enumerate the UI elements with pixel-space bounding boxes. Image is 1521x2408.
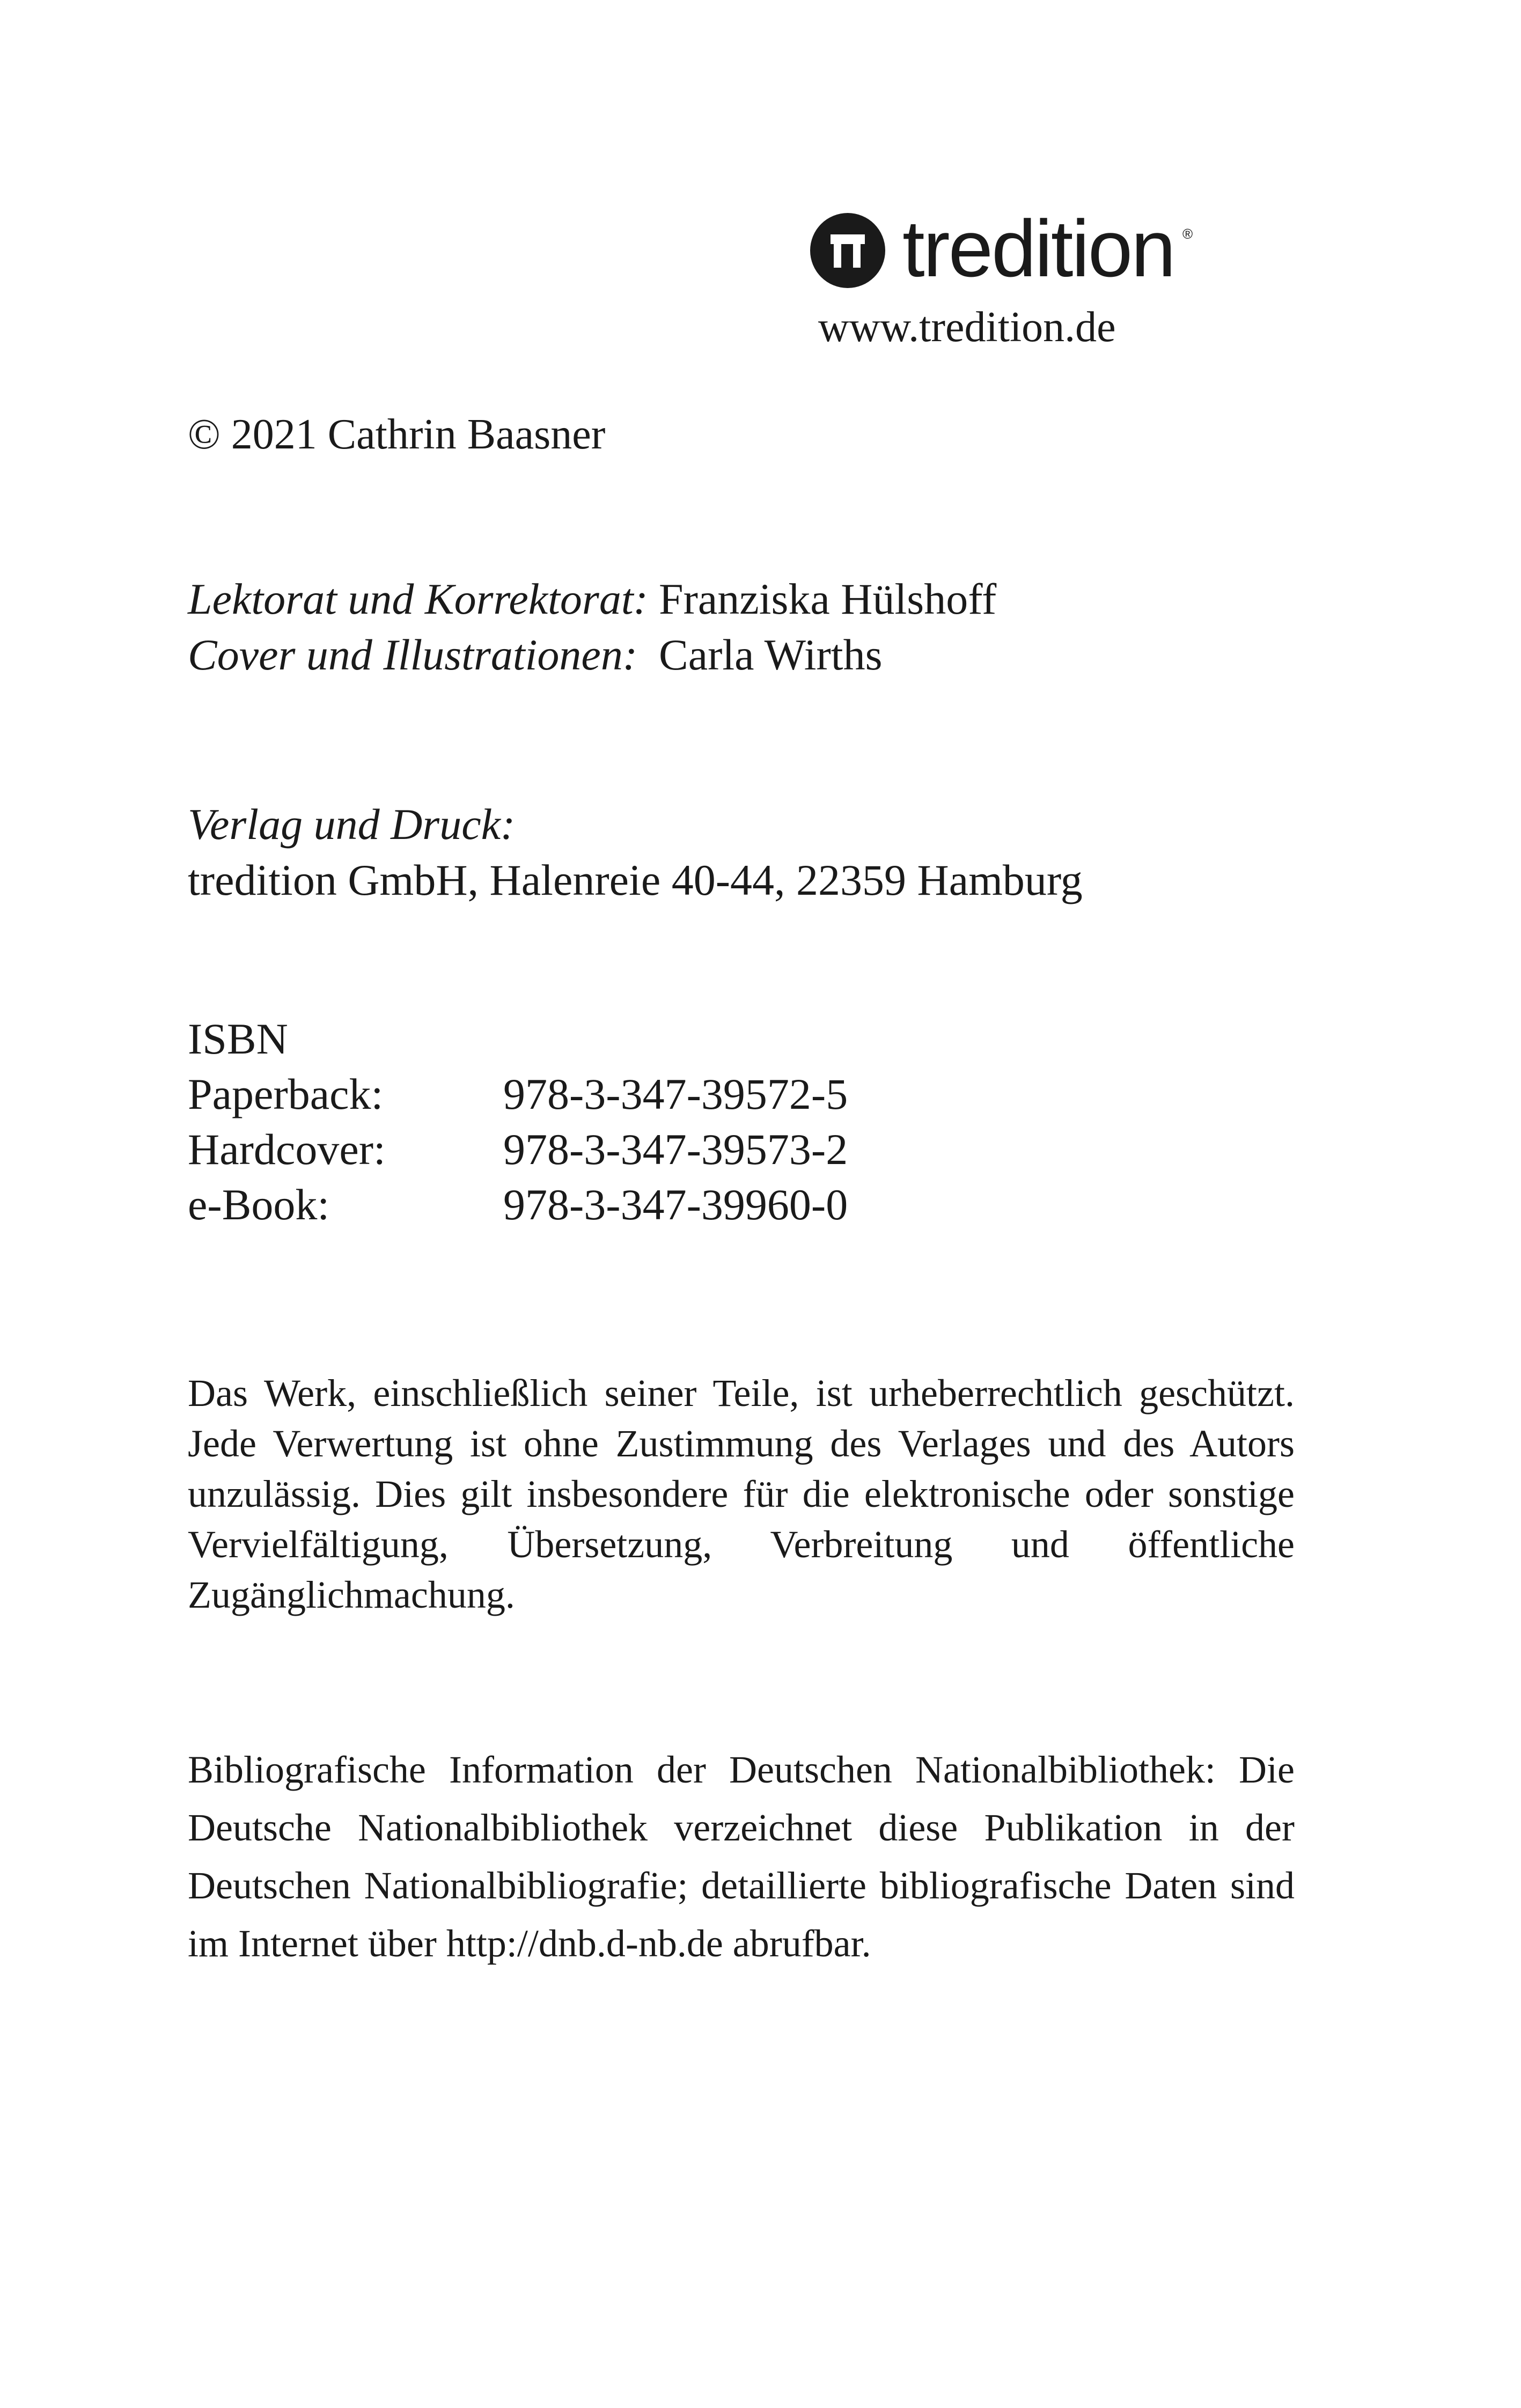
publisher-block (188, 797, 1083, 908)
publisher-address: tredition GmbH, Halenreie 40-44, 22359 Hamburg (188, 856, 1083, 904)
registered-mark: ® (1182, 226, 1193, 242)
publisher-website: www.tredition.de (818, 304, 1116, 351)
isbn-number: 978-3-347-39573-2 (503, 1125, 848, 1174)
isbn-number: 978-3-347-39572-5 (503, 1070, 848, 1118)
isbn-format: e-Book: (188, 1180, 330, 1229)
publisher-label: Verlag und Druck: (188, 800, 516, 849)
rights-notice (188, 1368, 1295, 1620)
copyright-line: © 2021 Cathrin Baasner (188, 411, 606, 458)
isbn-row (188, 1066, 848, 1122)
isbn-number: 978-3-347-39960-0 (503, 1180, 848, 1229)
credit-name: Carla Wirths (659, 630, 883, 679)
isbn-format: Paperback: (188, 1070, 384, 1118)
isbn-row (188, 1122, 848, 1177)
isbn-format: Hardcover: (188, 1125, 386, 1174)
tredition-logo-icon (810, 213, 885, 288)
bibliographic-info (188, 1741, 1295, 1972)
isbn-block (188, 1011, 848, 1232)
publisher-logo (810, 203, 1196, 298)
rights-text: Das Werk, einschließlich seiner Teile, ist urheberrechtlich geschützt. Jede Verwertung ist ohne Zustimmung des Verlages und des Autors unzulässig. Dies gilt insbesondere für die elektronische oder sonstige Vervielfältigung, Übersetzung, Verbreitung und öffentliche Zugänglichmachung. (188, 1372, 1295, 1616)
logo-wordmark: tredition (902, 203, 1174, 293)
isbn-row (188, 1177, 848, 1232)
isbn-heading: ISBN (188, 1014, 288, 1063)
credit-name: Franziska Hülshoff (659, 575, 997, 623)
credit-role: Cover und Illustrationen: (188, 630, 638, 679)
credit-role: Lektorat und Korrektorat: (188, 575, 648, 623)
bibliographic-text: Bibliografische Information der Deutschen Nationalbibliothek: Die Deutsche Nationalbibliothek verzeichnet diese Publikation in der Deutschen Nationalbibliografie; detaillierte bibliografische Daten sind im Internet über http://dnb.d-nb.de abrufbar. (188, 1748, 1295, 1965)
